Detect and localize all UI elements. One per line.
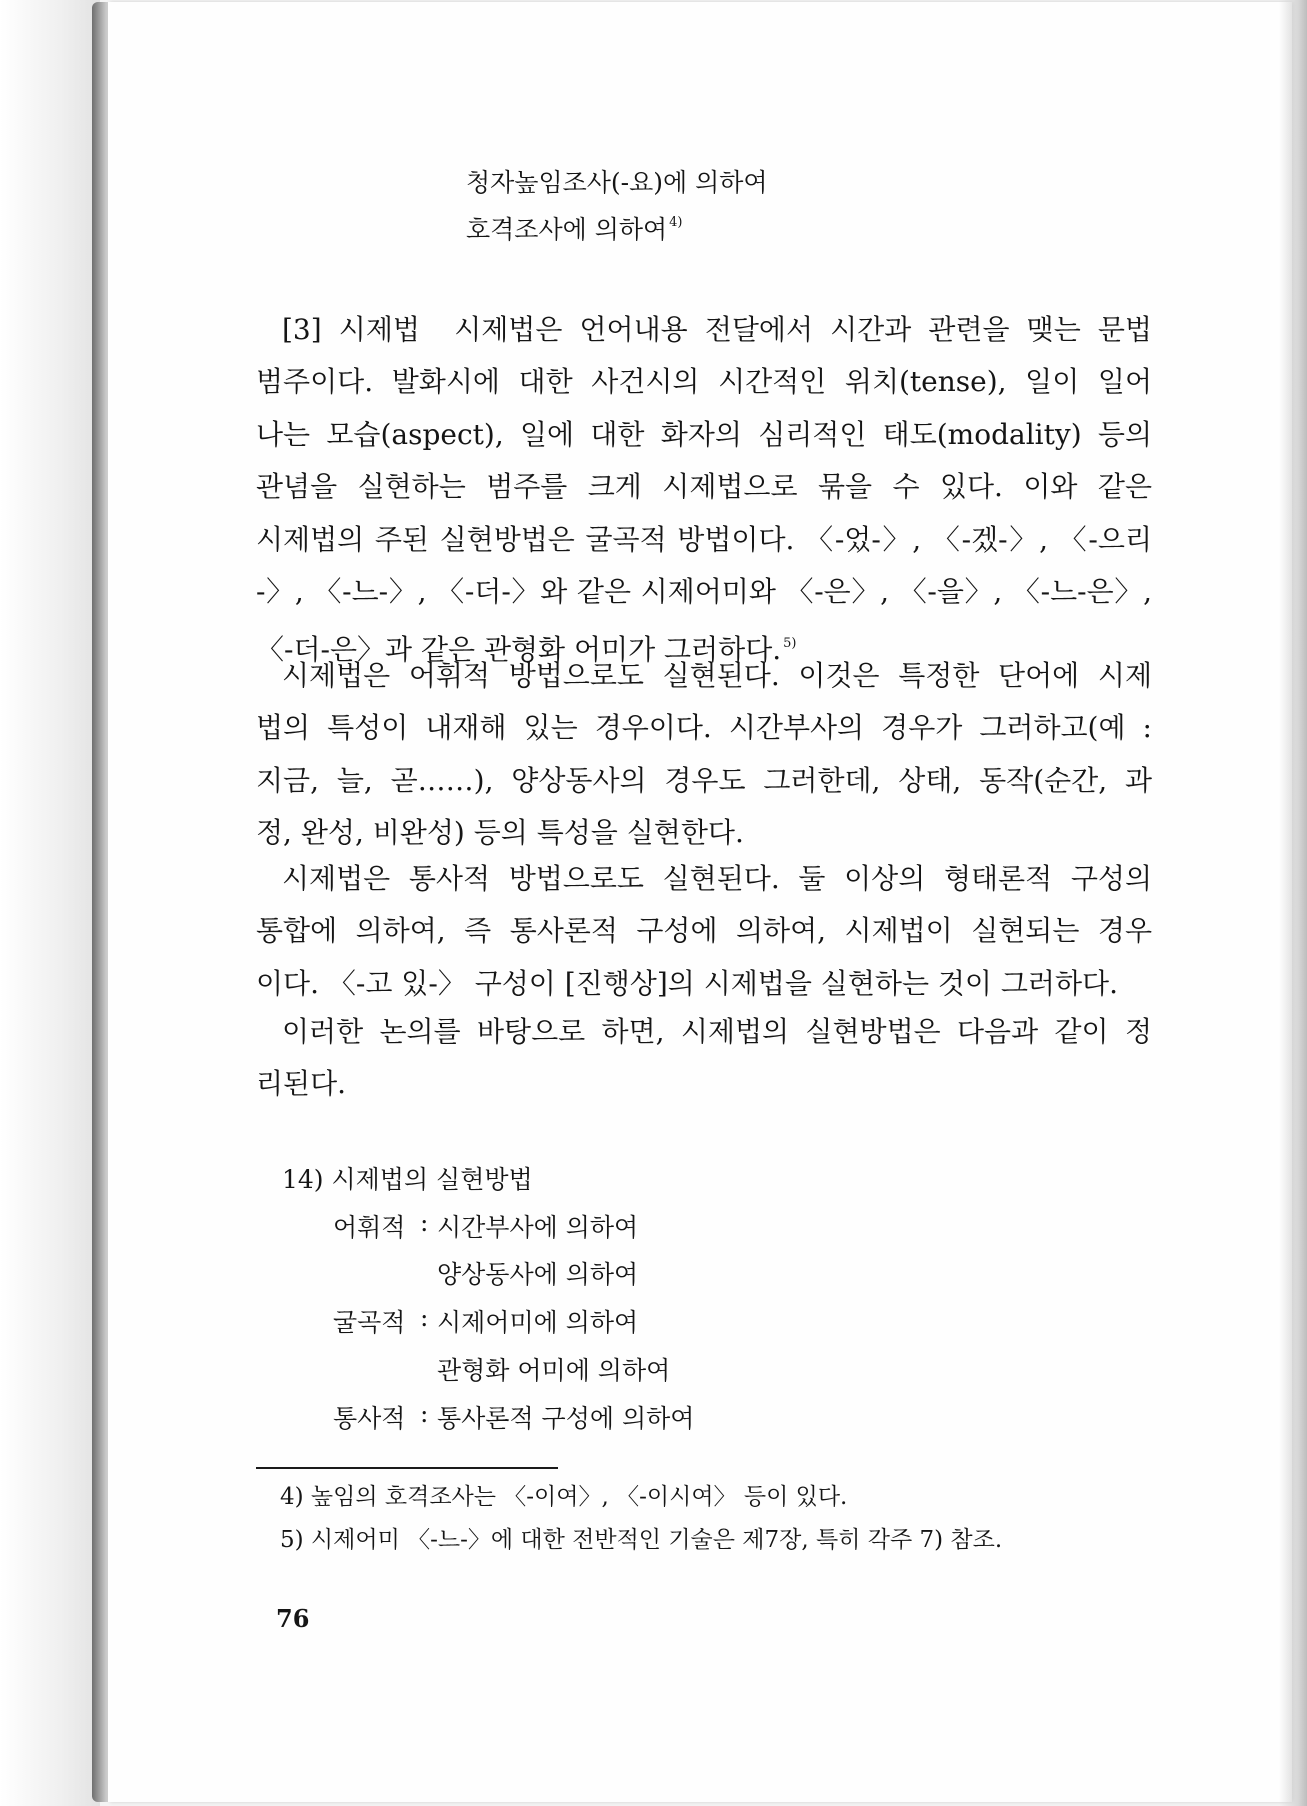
paragraph-4 bbox=[256, 1006, 1152, 1111]
list-category: 어휘적 bbox=[333, 1213, 406, 1242]
list-category: 통사적 bbox=[333, 1404, 406, 1433]
list-value: 시간부사에 의하여 bbox=[437, 1213, 639, 1242]
section-line-1: 시제법은 언어내용 전달에서 시간과 관련을 맺는 문법 bbox=[454, 313, 1152, 346]
list-value: 관형화 어미에 의하여 bbox=[437, 1356, 671, 1385]
list-separator: : bbox=[420, 1303, 429, 1332]
footnote-divider bbox=[256, 1467, 558, 1469]
top-line-2-text: 호격조사에 의하여 bbox=[466, 215, 668, 244]
paragraph-line: -〉, 〈-느-〉, 〈-더-〉와 같은 시제어미와 〈-은〉, 〈-을〉, 〈-느-은〉, bbox=[256, 575, 1152, 609]
list-title: 14) 시제법의 실현방법 bbox=[282, 1165, 533, 1194]
paragraph-line: 시제법은 어휘적 방법으로도 실현된다. 이것은 특정한 단어에 시제 bbox=[282, 659, 1152, 692]
section-3-paragraph bbox=[256, 304, 1152, 677]
list-value: 양상동사에 의하여 bbox=[437, 1260, 639, 1289]
page-gutter-shadow bbox=[1279, 0, 1307, 1806]
paragraph-line: 관념을 실현하는 범주를 크게 시제법으로 묶을 수 있다. 이와 같은 bbox=[256, 470, 1152, 504]
list-category: 굴곡적 bbox=[333, 1308, 406, 1337]
footnote-ref-5: 5) bbox=[783, 636, 797, 652]
paragraph-line bbox=[256, 304, 1152, 356]
paragraph-line: 시제법은 통사적 방법으로도 실현된다. 둘 이상의 형태론적 구성의 bbox=[282, 862, 1152, 895]
paragraph-line: 통합에 의하여, 즉 통사론적 구성에 의하여, 시제법이 실현되는 경우 bbox=[256, 914, 1152, 948]
paragraph-2 bbox=[256, 650, 1152, 860]
list-separator: : bbox=[420, 1399, 429, 1428]
footnote-4: 4) 높임의 호격조사는 〈-이여〉, 〈-이시여〉 등이 있다. bbox=[280, 1484, 848, 1510]
section-label: [3] 시제법 bbox=[282, 313, 420, 346]
paragraph-line: 법의 특성이 내재해 있는 경우이다. 시간부사의 경우가 그러하고(예 : bbox=[256, 711, 1152, 745]
page-stack-shadow bbox=[0, 0, 100, 1806]
paragraph-line: 정, 완성, 비완성) 등의 특성을 실현한다. bbox=[256, 816, 744, 850]
list-value: 통사론적 구성에 의하여 bbox=[437, 1404, 695, 1433]
footnote-5: 5) 시제어미 〈-느-〉에 대한 전반적인 기술은 제7장, 특히 각주 7) 참조. bbox=[280, 1527, 1003, 1553]
top-line-1: 청자높임조사(-요)에 의하여 bbox=[466, 168, 768, 197]
list-value: 시제어미에 의하여 bbox=[437, 1308, 639, 1337]
paragraph-line: 이러한 논의를 바탕으로 하면, 시제법의 실현방법은 다음과 같이 정 bbox=[282, 1015, 1152, 1048]
paragraph-line: 이다. 〈-고 있-〉 구성이 [진행상]의 시제법을 실현하는 것이 그러하다. bbox=[256, 966, 1118, 1000]
paragraph-line: 리된다. bbox=[256, 1067, 347, 1101]
paragraph-line: 지금, 늘, 곧……), 양상동사의 경우도 그러한데, 상태, 동작(순간, 과 bbox=[256, 763, 1152, 797]
page-number: 76 bbox=[276, 1604, 310, 1633]
paragraph-line: 나는 모습(aspect), 일에 대한 화자의 심리적인 태도(modality) 등의 bbox=[256, 417, 1152, 451]
footnote-ref-4: 4) bbox=[669, 215, 683, 230]
top-line-2 bbox=[466, 210, 683, 246]
paragraph-3 bbox=[256, 853, 1152, 1010]
paragraph-line: 범주이다. 발화시에 대한 사건시의 시간적인 위치(tense), 일이 일어 bbox=[256, 365, 1152, 399]
section-last-line: 〈-더-은〉과 같은 관형화 어미가 그러하다. bbox=[256, 633, 782, 667]
list-separator: : bbox=[420, 1208, 429, 1237]
paragraph-line: 시제법의 주된 실현방법은 굴곡적 방법이다. 〈-었-〉, 〈-겠-〉, 〈-으리 bbox=[256, 522, 1152, 556]
